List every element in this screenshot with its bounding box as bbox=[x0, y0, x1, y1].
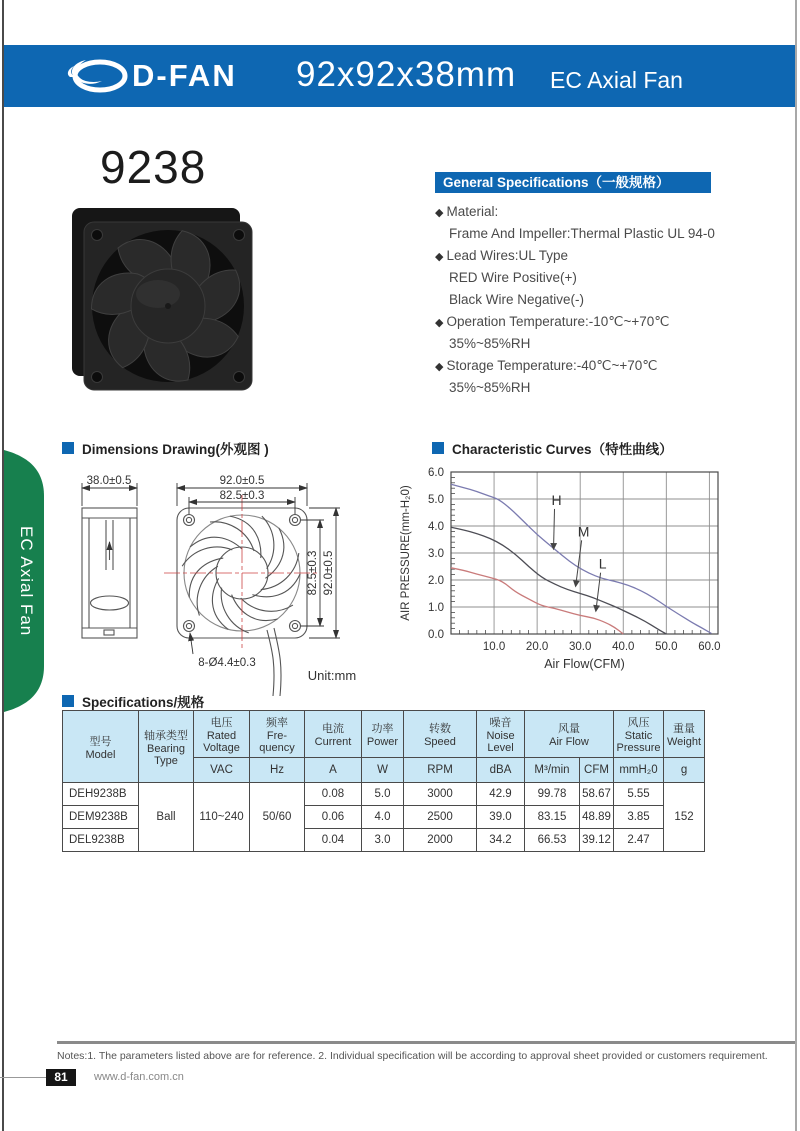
curve-label-L: L bbox=[598, 555, 607, 572]
cell-power: 5.0 bbox=[362, 783, 404, 806]
characteristic-curves-chart bbox=[396, 462, 732, 680]
unit-m3min: M³/min bbox=[525, 758, 580, 783]
general-spec-item: 35%~85%RH bbox=[449, 336, 531, 351]
svg-text:2.0: 2.0 bbox=[428, 575, 444, 587]
svg-text:0.0: 0.0 bbox=[428, 629, 444, 641]
unit-w: W bbox=[362, 758, 404, 783]
col-header-voltage: 电压 Rated Voltage bbox=[194, 711, 250, 758]
page-number-tick bbox=[0, 1077, 46, 1078]
side-tab-label: EC Axial Fan bbox=[17, 525, 36, 637]
unit-vac: VAC bbox=[194, 758, 250, 783]
cell-airflow-m3: 99.78 bbox=[525, 783, 580, 806]
col-header-static-pressure: 风压 Static Pressure bbox=[614, 711, 664, 758]
cell-speed: 3000 bbox=[404, 783, 477, 806]
curve-H bbox=[451, 484, 712, 633]
cell-airflow-cfm: 58.67 bbox=[580, 783, 614, 806]
svg-text:AIR PRESSURE(mm-H₂0): AIR PRESSURE(mm-H₂0) bbox=[400, 485, 412, 621]
cell-rated-voltage: 110~240 bbox=[194, 783, 250, 852]
cell-noise: 42.9 bbox=[477, 783, 525, 806]
col-header-frequency: 频率 Fre-quency bbox=[250, 711, 305, 758]
general-spec-item: RED Wire Positive(+) bbox=[449, 270, 577, 285]
col-header-current: 电流 Current bbox=[305, 711, 362, 758]
fan-size-title: 92x92x38mm bbox=[296, 55, 517, 94]
general-spec-item: ◆ Lead Wires:UL Type bbox=[435, 248, 569, 263]
unit-g: g bbox=[664, 758, 705, 783]
dim-bolt-pitch-h: 82.5±0.3 bbox=[307, 550, 319, 596]
col-header-airflow: 风量 Air Flow bbox=[525, 711, 614, 758]
curve-label-H: H bbox=[551, 491, 562, 508]
svg-text:5.0: 5.0 bbox=[428, 494, 444, 506]
general-spec-item: Black Wire Negative(-) bbox=[449, 292, 585, 307]
cell-static-pressure: 5.55 bbox=[614, 783, 664, 806]
col-header-bearing: 轴承类型 Bearing Type bbox=[139, 711, 194, 783]
cell-airflow-cfm: 39.12 bbox=[580, 829, 614, 852]
diamond-bullet-icon: ◆ bbox=[435, 361, 444, 373]
cell-weight: 152 bbox=[664, 783, 705, 852]
col-header-power: 功率 Power bbox=[362, 711, 404, 758]
general-spec-item: ◆ Operation Temperature:-10℃~+70℃ bbox=[435, 314, 670, 329]
curves-section-title: Characteristic Curves（特性曲线） bbox=[432, 438, 673, 458]
svg-text:40.0: 40.0 bbox=[612, 641, 635, 653]
general-spec-item: 35%~85%RH bbox=[449, 380, 531, 395]
model-number: 9238 bbox=[100, 141, 207, 193]
brand-name: D-FAN bbox=[132, 58, 237, 93]
general-spec-item: ◆ Material: bbox=[435, 204, 499, 219]
col-header-speed: 转数 Speed bbox=[404, 711, 477, 758]
svg-text:4.0: 4.0 bbox=[428, 521, 444, 533]
cell-current: 0.08 bbox=[305, 783, 362, 806]
cell-noise: 34.2 bbox=[477, 829, 525, 852]
curve-label-M: M bbox=[577, 523, 590, 540]
col-header-weight: 重量 Weight bbox=[664, 711, 705, 758]
lead-wire bbox=[267, 630, 274, 696]
col-header-noise: 噪音 Noise Level bbox=[477, 711, 525, 758]
cell-model: DEL9238B bbox=[63, 829, 139, 852]
cell-current: 0.06 bbox=[305, 806, 362, 829]
website-url: www.d-fan.com.cn bbox=[94, 1071, 184, 1083]
svg-text:3.0: 3.0 bbox=[428, 548, 444, 560]
svg-text:1.0: 1.0 bbox=[428, 602, 444, 614]
cell-model: DEH9238B bbox=[63, 783, 139, 806]
svg-text:Air Flow(CFM): Air Flow(CFM) bbox=[544, 657, 625, 671]
dim-outer-height: 92.0±0.5 bbox=[323, 550, 335, 596]
dimensions-drawing bbox=[62, 458, 412, 700]
svg-text:20.0: 20.0 bbox=[525, 641, 549, 653]
cell-bearing-type: Ball bbox=[139, 783, 194, 852]
cell-power: 4.0 bbox=[362, 806, 404, 829]
unit-cfm: CFM bbox=[580, 758, 614, 783]
dim-holes: 8-Ø4.4±0.3 bbox=[198, 657, 256, 669]
cell-speed: 2500 bbox=[404, 806, 477, 829]
footer-notes: Notes:1. The parameters listed above are for reference. 2. Individual specification will be according to approval sheet provided or customers requirement. bbox=[57, 1050, 768, 1062]
diamond-bullet-icon: ◆ bbox=[435, 207, 444, 219]
unit-hz: Hz bbox=[250, 758, 305, 783]
diamond-bullet-icon: ◆ bbox=[435, 251, 444, 263]
curve-M bbox=[451, 527, 666, 634]
cell-airflow-cfm: 48.89 bbox=[580, 806, 614, 829]
svg-text:10.0: 10.0 bbox=[482, 641, 506, 653]
svg-text:50.0: 50.0 bbox=[655, 641, 678, 653]
dimensions-section-title: Dimensions Drawing(外观图 ) bbox=[62, 438, 269, 458]
dim-bolt-pitch-w: 82.5±0.3 bbox=[219, 490, 265, 502]
blue-square-bullet bbox=[432, 442, 444, 454]
footer-rule bbox=[57, 1041, 795, 1044]
cell-speed: 2000 bbox=[404, 829, 477, 852]
dim-outer-width: 92.0±0.5 bbox=[219, 475, 265, 487]
dim-unit: Unit:mm bbox=[307, 668, 357, 683]
cell-model: DEM9238B bbox=[63, 806, 139, 829]
header-banner bbox=[4, 45, 795, 107]
product-type-title: EC Axial Fan bbox=[550, 67, 683, 93]
unit-rpm: RPM bbox=[404, 758, 477, 783]
cell-noise: 39.0 bbox=[477, 806, 525, 829]
cell-static-pressure: 3.85 bbox=[614, 806, 664, 829]
svg-text:6.0: 6.0 bbox=[428, 467, 444, 479]
cell-current: 0.04 bbox=[305, 829, 362, 852]
blue-square-bullet bbox=[62, 442, 74, 454]
side-tab-ec-axial-fan bbox=[4, 450, 48, 712]
cell-airflow-m3: 83.15 bbox=[525, 806, 580, 829]
dim-depth: 38.0±0.5 bbox=[86, 475, 132, 487]
fan-product-photo bbox=[68, 206, 254, 394]
svg-text:60.0: 60.0 bbox=[698, 641, 721, 653]
unit-mmh2o: mmH₂0 bbox=[614, 758, 664, 783]
table-row bbox=[63, 783, 705, 806]
col-header-model: 型号 Model bbox=[63, 711, 139, 783]
general-spec-item: ◆ Storage Temperature:-40℃~+70℃ bbox=[435, 358, 658, 373]
general-specs-banner: General Specifications（一般规格） bbox=[435, 172, 711, 193]
cell-power: 3.0 bbox=[362, 829, 404, 852]
unit-a: A bbox=[305, 758, 362, 783]
specifications-table bbox=[62, 710, 705, 852]
specifications-section-title: Specifications/规格 bbox=[62, 691, 204, 711]
page-right-border bbox=[795, 0, 797, 1131]
cell-static-pressure: 2.47 bbox=[614, 829, 664, 852]
diamond-bullet-icon: ◆ bbox=[435, 317, 444, 329]
general-spec-list bbox=[435, 201, 775, 399]
cell-frequency: 50/60 bbox=[250, 783, 305, 852]
unit-dba: dBA bbox=[477, 758, 525, 783]
general-spec-item: Frame And Impeller:Thermal Plastic UL 94-0 bbox=[449, 226, 715, 241]
brand-logo-swirl-icon bbox=[66, 53, 130, 99]
cell-airflow-m3: 66.53 bbox=[525, 829, 580, 852]
svg-text:30.0: 30.0 bbox=[568, 641, 592, 653]
page-number: 81 bbox=[46, 1069, 76, 1086]
